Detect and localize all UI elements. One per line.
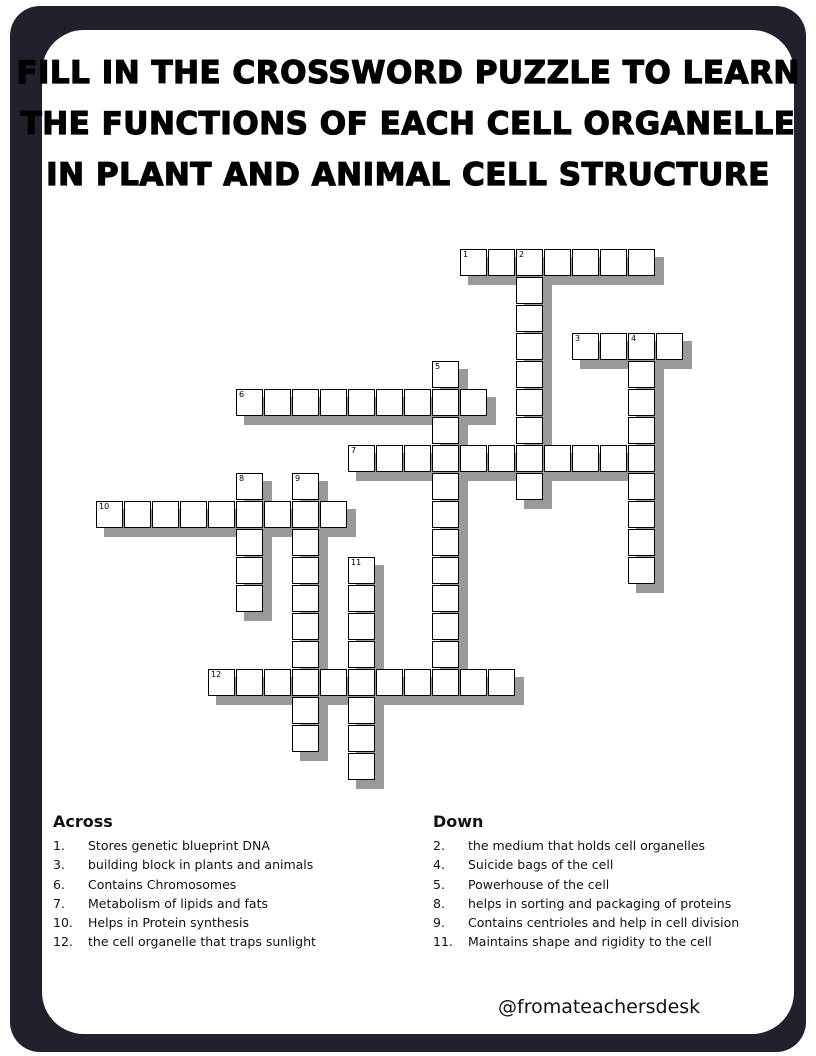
crossword-cell[interactable]: [264, 389, 291, 416]
crossword-cell[interactable]: [600, 249, 627, 276]
cell-number: 1: [463, 250, 469, 259]
crossword-cell[interactable]: [348, 557, 375, 584]
crossword-cell[interactable]: [236, 669, 263, 696]
crossword-cell[interactable]: [208, 669, 235, 696]
down-clue-6: [433, 932, 773, 951]
across-clue-2: [53, 855, 393, 874]
crossword-cell[interactable]: [348, 641, 375, 668]
crossword-cell[interactable]: [292, 585, 319, 612]
across-clue-6: [53, 932, 393, 951]
clue-number: 7.: [53, 895, 65, 911]
cell-number: 5: [435, 362, 441, 371]
crossword-cell[interactable]: [292, 725, 319, 752]
down-clues: [433, 812, 773, 952]
crossword-cell[interactable]: [432, 641, 459, 668]
crossword-cell[interactable]: [516, 249, 543, 276]
cell-number: 7: [351, 446, 357, 455]
crossword-cell[interactable]: [404, 445, 431, 472]
crossword-cell[interactable]: [628, 333, 655, 360]
crossword-cell[interactable]: [404, 389, 431, 416]
down-clue-3: [433, 875, 773, 894]
crossword-cell[interactable]: [516, 333, 543, 360]
crossword-cell[interactable]: [180, 501, 207, 528]
crossword-cell[interactable]: [348, 725, 375, 752]
crossword-cell[interactable]: [544, 249, 571, 276]
crossword-cell[interactable]: [516, 305, 543, 332]
clue-text: Contains Chromosomes: [88, 876, 237, 892]
crossword-cell[interactable]: [236, 501, 263, 528]
across-clue-3: [53, 875, 393, 894]
crossword-cell[interactable]: [432, 473, 459, 500]
clue-number: 11.: [433, 934, 453, 950]
clue-text: the cell organelle that traps sunlight: [88, 934, 316, 950]
crossword-cell[interactable]: [432, 389, 459, 416]
crossword-cell[interactable]: [628, 445, 655, 472]
crossword-cell[interactable]: [432, 361, 459, 388]
down-clue-1: [433, 836, 773, 855]
crossword-cell[interactable]: [348, 445, 375, 472]
crossword-cell[interactable]: [320, 389, 347, 416]
crossword-cell[interactable]: [572, 249, 599, 276]
crossword-cell[interactable]: [236, 473, 263, 500]
crossword-cell[interactable]: [432, 417, 459, 444]
clue-text: Suicide bags of the cell: [468, 857, 614, 873]
crossword-cell[interactable]: [376, 445, 403, 472]
clue-text: Helps in Protein synthesis: [88, 915, 249, 931]
crossword-cell[interactable]: [516, 445, 543, 472]
crossword-cell[interactable]: [376, 669, 403, 696]
crossword-cell[interactable]: [348, 613, 375, 640]
clue-number: 6.: [53, 876, 65, 892]
clue-text: helps in sorting and packaging of proteins: [468, 895, 732, 911]
crossword-cell[interactable]: [292, 501, 319, 528]
clue-text: building block in plants and animals: [88, 857, 314, 873]
crossword-cell[interactable]: [460, 249, 487, 276]
crossword-cell[interactable]: [516, 277, 543, 304]
author-handle: @fromateachersdesk: [498, 996, 701, 1018]
crossword-cell[interactable]: [432, 613, 459, 640]
crossword-cell[interactable]: [292, 641, 319, 668]
crossword-cell[interactable]: [600, 333, 627, 360]
crossword-cell[interactable]: [516, 389, 543, 416]
crossword-cell[interactable]: [628, 557, 655, 584]
across-clue-5: [53, 913, 393, 932]
title-line-3: IN PLANT AND ANIMAL CELL STRUCTURE: [46, 157, 770, 193]
crossword-cell[interactable]: [628, 361, 655, 388]
crossword-cell[interactable]: [348, 697, 375, 724]
cell-number: 3: [575, 334, 581, 343]
clue-number: 10.: [53, 915, 73, 931]
crossword-cell[interactable]: [488, 669, 515, 696]
crossword-cell[interactable]: [264, 669, 291, 696]
across-clues: [53, 812, 393, 952]
clue-number: 1.: [53, 838, 65, 853]
crossword-cell[interactable]: [572, 445, 599, 472]
crossword-cell[interactable]: [432, 585, 459, 612]
crossword-cell[interactable]: [628, 529, 655, 556]
clue-number: 8.: [433, 895, 445, 911]
title-line-2: THE FUNCTIONS OF EACH CELL ORGANELLE: [20, 106, 796, 142]
crossword-cell[interactable]: [432, 557, 459, 584]
crossword-cell[interactable]: [320, 501, 347, 528]
crossword-cell[interactable]: [152, 501, 179, 528]
cell-number: 12: [211, 670, 222, 679]
crossword-cell[interactable]: [292, 669, 319, 696]
crossword-cell[interactable]: [292, 557, 319, 584]
crossword-cell[interactable]: [376, 389, 403, 416]
cell-number: 8: [239, 474, 245, 483]
clue-text: the medium that holds cell organelles: [468, 838, 706, 853]
clue-text: Stores genetic blueprint DNA: [88, 838, 270, 853]
crossword-cell[interactable]: [292, 697, 319, 724]
cell-number: 10: [99, 502, 110, 511]
clue-number: 9.: [433, 915, 445, 931]
crossword-cell[interactable]: [628, 249, 655, 276]
crossword-cell[interactable]: [236, 389, 263, 416]
crossword-cell[interactable]: [628, 417, 655, 444]
clue-text: Maintains shape and rigidity to the cell: [468, 934, 712, 950]
clue-number: 4.: [433, 857, 445, 873]
clue-text: Contains centrioles and help in cell division: [468, 915, 740, 931]
crossword-cell[interactable]: [516, 361, 543, 388]
crossword-cell[interactable]: [656, 333, 683, 360]
cell-number: 11: [351, 558, 362, 567]
down-heading: Down: [433, 812, 484, 831]
crossword-cell[interactable]: [600, 445, 627, 472]
crossword-cell[interactable]: [460, 445, 487, 472]
crossword-cell[interactable]: [628, 473, 655, 500]
clue-number: 3.: [53, 857, 65, 873]
clue-number: 2.: [433, 838, 445, 853]
crossword-cell[interactable]: [488, 445, 515, 472]
across-clue-4: [53, 894, 393, 913]
crossword-cell[interactable]: [628, 389, 655, 416]
crossword-cell[interactable]: [348, 753, 375, 780]
cell-number: 2: [519, 250, 525, 259]
crossword-cell[interactable]: [208, 501, 235, 528]
crossword-cell[interactable]: [236, 585, 263, 612]
crossword-cell[interactable]: [572, 333, 599, 360]
crossword-cell[interactable]: [124, 501, 151, 528]
crossword-cell[interactable]: [460, 669, 487, 696]
crossword-cell[interactable]: [460, 389, 487, 416]
crossword-cell[interactable]: [488, 249, 515, 276]
crossword-cell[interactable]: [432, 529, 459, 556]
cell-number: 4: [631, 334, 637, 343]
crossword-cell[interactable]: [348, 585, 375, 612]
crossword-cell[interactable]: [292, 529, 319, 556]
crossword-cell[interactable]: [628, 501, 655, 528]
crossword-cell[interactable]: [348, 389, 375, 416]
crossword-cell[interactable]: [432, 445, 459, 472]
crossword-cell[interactable]: [96, 501, 123, 528]
across-heading: Across: [53, 812, 113, 831]
crossword-cell[interactable]: [432, 669, 459, 696]
down-clue-5: [433, 913, 773, 932]
crossword-cell[interactable]: [264, 501, 291, 528]
clue-number: 5.: [433, 876, 445, 892]
crossword-cell[interactable]: [544, 445, 571, 472]
crossword-cell[interactable]: [432, 501, 459, 528]
cell-number: 9: [295, 474, 301, 483]
down-clue-2: [433, 855, 773, 874]
crossword-cell[interactable]: [236, 529, 263, 556]
crossword-cell[interactable]: [348, 669, 375, 696]
crossword-cell[interactable]: [516, 417, 543, 444]
across-clue-1: [53, 836, 393, 855]
crossword-cell[interactable]: [292, 613, 319, 640]
crossword-cell[interactable]: [320, 669, 347, 696]
cell-number: 6: [239, 390, 245, 399]
clue-text: Metabolism of lipids and fats: [88, 895, 268, 911]
crossword-cell[interactable]: [236, 557, 263, 584]
clue-text: Powerhouse of the cell: [468, 876, 610, 892]
clue-number: 12.: [53, 934, 73, 950]
crossword-cell[interactable]: [516, 473, 543, 500]
crossword-cell[interactable]: [292, 389, 319, 416]
crossword-cell[interactable]: [292, 473, 319, 500]
crossword-cell[interactable]: [404, 669, 431, 696]
title-line-1: FILL IN THE CROSSWORD PUZZLE TO LEARN: [16, 55, 800, 91]
down-clue-4: [433, 894, 773, 913]
